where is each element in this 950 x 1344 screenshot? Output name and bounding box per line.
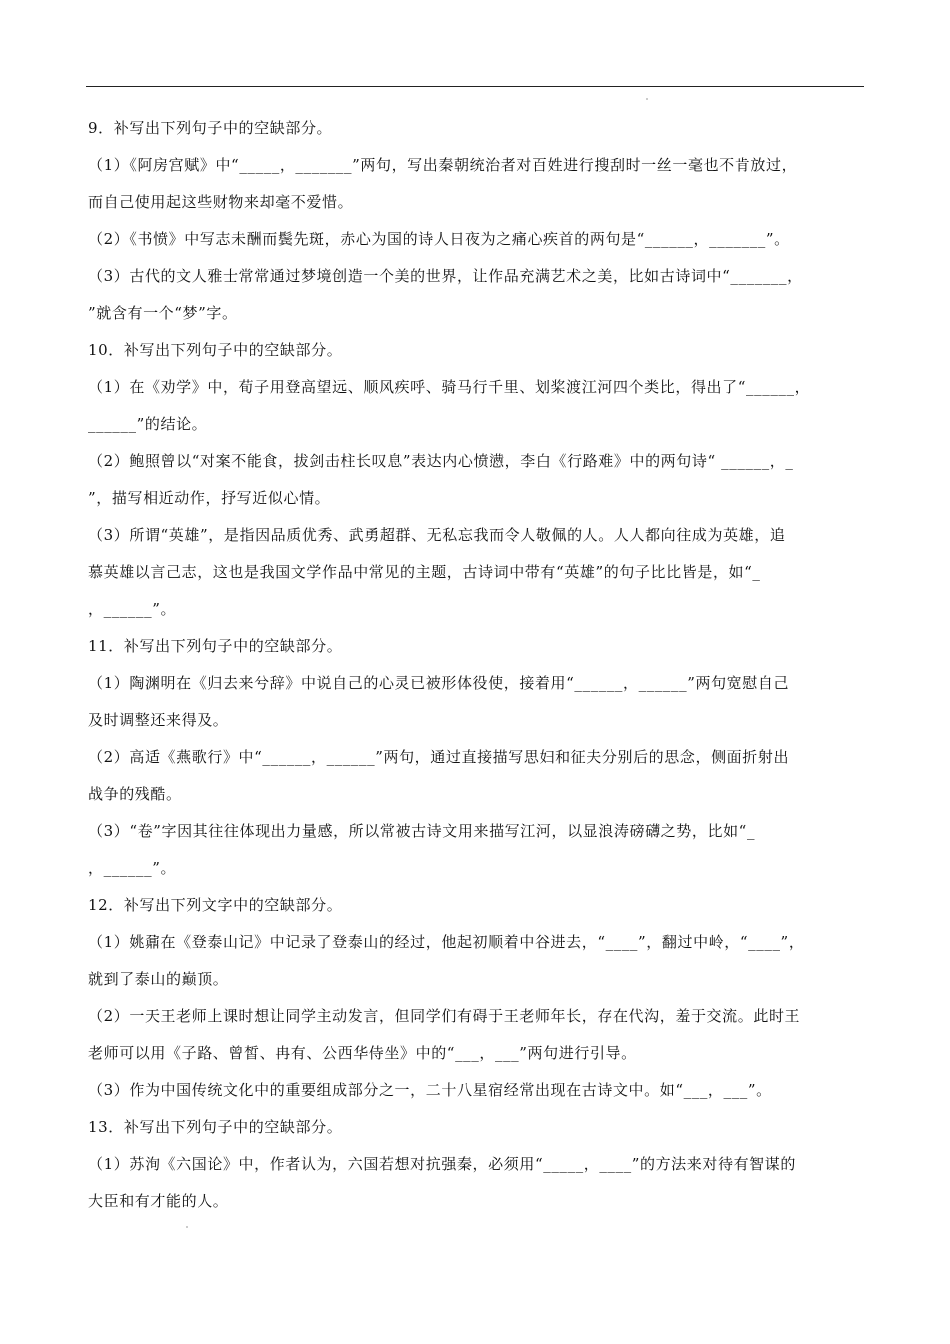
sub-question xyxy=(88,665,864,739)
sub-question-line: （3）“卷”字因其往往体现出力量感，所以常被古诗文用来描写江河，以显浪涛磅礴之势，比如“_ xyxy=(88,822,756,840)
question-title: 13．补写出下列句子中的空缺部分。 xyxy=(88,1118,343,1136)
sub-question-line: 大臣和有才能的人。 xyxy=(88,1192,229,1210)
sub-question xyxy=(88,369,864,443)
sub-question-line: （2）高适《燕歌行》中“______，______”两句，通过直接描写思妇和征夫分别后的思念，侧面折射出 xyxy=(88,748,790,766)
sub-question-line: （2）一天王老师上课时想让同学主动发言，但同学们有碍于王老师年长，存在代沟，羞于交流。此时王 xyxy=(88,1007,801,1025)
sub-question-line: 而自己使用起这些财物来却毫不爱惜。 xyxy=(88,193,354,211)
sub-question xyxy=(88,443,864,517)
sub-question xyxy=(88,924,864,998)
sub-question-line: （1）苏洵《六国论》中，作者认为，六国若想对抗强秦，必须用“_____，____”的方法来对待有智谋的 xyxy=(88,1155,796,1173)
sub-question xyxy=(88,147,864,221)
question-block xyxy=(88,332,864,628)
question-block xyxy=(88,1109,864,1220)
sub-question xyxy=(88,813,864,887)
sub-question xyxy=(88,1146,864,1220)
sub-question xyxy=(88,998,864,1072)
sub-question-line: （2）鲍照曾以“对案不能食，拔剑击柱长叹息”表达内心愤懑，李白《行路难》中的两句诗“ ______，_ xyxy=(88,452,794,470)
sub-question-line: 老师可以用《子路、曾皙、冉有、公西华侍坐》中的“___，___”两句进行引导。 xyxy=(88,1044,637,1062)
sub-question-line: （1）姚鼐在《登泰山记》中记录了登泰山的经过，他起初顺着中谷进去，“____”，翻过中岭，“____”， xyxy=(88,933,805,951)
sub-question-line: 及时调整还来得及。 xyxy=(88,711,229,729)
sub-question-line: （1）陶渊明在《归去来兮辞》中说自己的心灵已被形体役使，接着用“______，______”两句宽慰自己 xyxy=(88,674,790,692)
question-title: 10．补写出下列句子中的空缺部分。 xyxy=(88,341,343,359)
sub-question-line: （1）在《劝学》中，荀子用登高望远、顺风疾呼、骑马行千里、划桨渡江河四个类比，得出了“______， xyxy=(88,378,811,396)
sub-question-line: ”就含有一个“梦”字。 xyxy=(88,304,238,322)
sub-question-line: （3）古代的文人雅士常常通过梦境创造一个美的世界，让作品充满艺术之美，比如古诗词中“_______， xyxy=(88,267,803,285)
question-block xyxy=(88,110,864,332)
sub-question-line: （3）作为中国传统文化中的重要组成部分之一，二十八星宿经常出现在古诗文中。如“___，___”。 xyxy=(88,1081,772,1099)
sub-question xyxy=(88,221,864,258)
question-title: 12．补写出下列文字中的空缺部分。 xyxy=(88,896,343,914)
sub-question xyxy=(88,258,864,332)
sub-question-line: （1）《阿房宫赋》中“_____，_______”两句，写出秦朝统治者对百姓进行搜刮时一丝一毫也不肯放过， xyxy=(88,156,798,174)
sub-question-line: 慕英雄以言己志，这也是我国文学作品中常见的主题，古诗词中带有“英雄”的句子比比皆是，如“_ xyxy=(88,563,761,581)
sub-question-line: 就到了泰山的巅顶。 xyxy=(88,970,229,988)
sub-question-line: ，______”。 xyxy=(88,600,177,618)
decorative-dot xyxy=(646,98,648,100)
question-block xyxy=(88,887,864,1109)
question-block xyxy=(88,628,864,887)
question-title: 9．补写出下列句子中的空缺部分。 xyxy=(88,119,333,137)
sub-question xyxy=(88,739,864,813)
sub-question xyxy=(88,1072,864,1109)
sub-question xyxy=(88,517,864,628)
sub-question-line: （2）《书愤》中写志未酬而鬓先斑，赤心为国的诗人日夜为之痛心疾首的两句是“______，_______”。 xyxy=(88,230,790,248)
sub-question-line: （3）所谓“英雄”，是指因品质优秀、武勇超群、无私忘我而令人敬佩的人。人人都向往成为英雄，追 xyxy=(88,526,786,544)
decorative-dot xyxy=(186,1226,188,1228)
header-rule xyxy=(86,86,864,87)
sub-question-line: ______”的结论。 xyxy=(88,415,208,433)
sub-question-line: ，______”。 xyxy=(88,859,177,877)
question-list xyxy=(88,110,864,1220)
sub-question-line: 战争的残酷。 xyxy=(88,785,182,803)
sub-question-line: ”，描写相近动作，抒写近似心情。 xyxy=(88,489,331,507)
question-title: 11．补写出下列句子中的空缺部分。 xyxy=(88,637,343,655)
